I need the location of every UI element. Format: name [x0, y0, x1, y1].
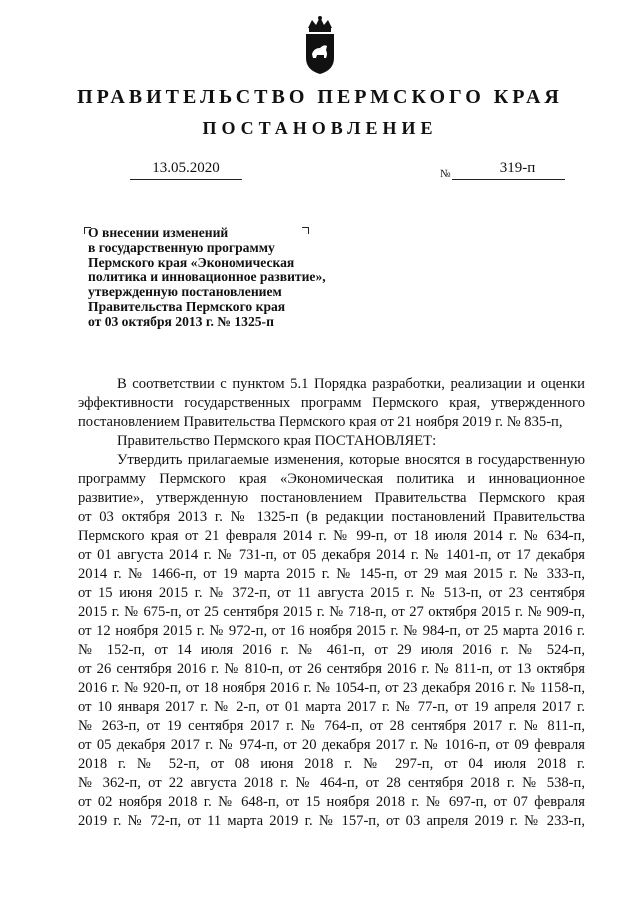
body-line: В соответствии с пунктом 5.1 Порядка разработки, реализации и оценки [117, 376, 585, 392]
subject-line: Правительства Пермского края [88, 298, 286, 314]
body-line: 2015 г. № 675-п, от 25 сентября 2015 г. № 718-п, от 27 октября 2015 г. № 909-п, [78, 604, 585, 620]
body-line: Пермского края от 21 февраля 2014 г. № 99-п, от 18 июля 2014 г. № 634-п, [78, 528, 585, 544]
subject-line: О внесении изменений [88, 225, 229, 240]
body-line: от 26 сентября 2016 г. № 810-п, от 26 сентября 2016 г. № 811-п, от 13 октября [78, 661, 585, 677]
document-body [78, 375, 585, 831]
subject-line: политика и инновационное развитие», [88, 269, 326, 285]
body-line: от 01 августа 2014 г. № 731-п, от 05 декабря 2014 г. № 1401-п, от 17 декабря [78, 547, 585, 563]
body-line: развитие», утвержденную постановлением Правительства Пермского края [78, 490, 585, 506]
body-line: от 03 октября 2013 г. № 1325-п (в редакции постановлений Правительства [78, 509, 585, 525]
body-line: постановлением Правительства Пермского края от 21 ноября 2019 г. № 835-п, [78, 414, 563, 430]
subject-line: Пермского края «Экономическая [88, 254, 295, 270]
body-line: от 02 ноября 2018 г. № 648-п, от 15 ноября 2018 г. № 697-п, от 07 февраля [78, 794, 585, 810]
body-line: программу Пермского края «Экономическая политика и инновационное [78, 471, 585, 487]
body-line: 2018 г. № 52-п, от 08 июня 2018 г. № 297-п, от 04 июля 2018 г. [78, 756, 585, 772]
perm-krai-coat-of-arms-icon [300, 14, 340, 76]
body-line: от 10 января 2017 г. № 2-п, от 01 марта 2017 г. № 77-п, от 19 апреля 2017 г. [78, 699, 585, 715]
number-sign: № [440, 168, 451, 180]
body-line: Утвердить прилагаемые изменения, которые вносятся в государственную [117, 452, 585, 468]
number-underline [452, 179, 565, 180]
document-date: 13.05.2020 [152, 160, 220, 176]
body-line: 2019 г. № 72-п, от 11 марта 2019 г. № 157-п, от 03 апреля 2019 г. № 233-п, [78, 813, 585, 829]
document-number-field [440, 160, 565, 180]
body-line: от 12 ноября 2015 г. № 972-п, от 16 ноября 2015 г. № 984-п, от 25 марта 2016 г. [78, 623, 585, 639]
document-date-field [130, 160, 242, 180]
body-line: № 152-п, от 14 июля 2016 г. № 461-п, от 29 июля 2016 г. № 524-п, [78, 642, 585, 658]
body-line: 2016 г. № 920-п, от 18 ноября 2016 г. № 1054-п, от 23 декабря 2016 г. № 1158-п, [78, 680, 585, 696]
body-line: от 15 июня 2015 г. № 372-п, от 11 августа 2015 г. № 513-п, от 23 сентября [78, 585, 585, 601]
body-line: эффективности государственных программ Пермского края, утвержденного [78, 395, 585, 411]
body-line: 2014 г. № 1466-п, от 19 марта 2015 г. № 145-п, от 29 мая 2015 г. № 333-п, [78, 566, 585, 582]
subject-line: в государственную программу [88, 239, 275, 255]
document-subject [88, 226, 388, 330]
body-line: Правительство Пермского края ПОСТАНОВЛЯЕТ: [117, 433, 437, 449]
body-line: № 362-п, от 22 августа 2018 г. № 464-п, от 28 сентября 2018 г. № 538-п, [78, 775, 585, 791]
date-underline [130, 179, 242, 180]
body-line: от 05 декабря 2017 г. № 974-п, от 20 декабря 2017 г. № 1016-п, от 09 февраля [78, 737, 585, 753]
document-number: 319-п [499, 160, 536, 176]
body-line: № 263-п, от 19 сентября 2017 г. № 764-п, от 28 сентября 2017 г. № 811-п, [78, 718, 585, 734]
document-type: ПОСТАНОВЛЕНИЕ [202, 118, 438, 138]
subject-line: утвержденную постановлением [88, 284, 282, 300]
government-title: ПРАВИТЕЛЬСТВО ПЕРМСКОГО КРАЯ [77, 86, 563, 108]
subject-line: от 03 октября 2013 г. № 1325-п [88, 313, 274, 329]
